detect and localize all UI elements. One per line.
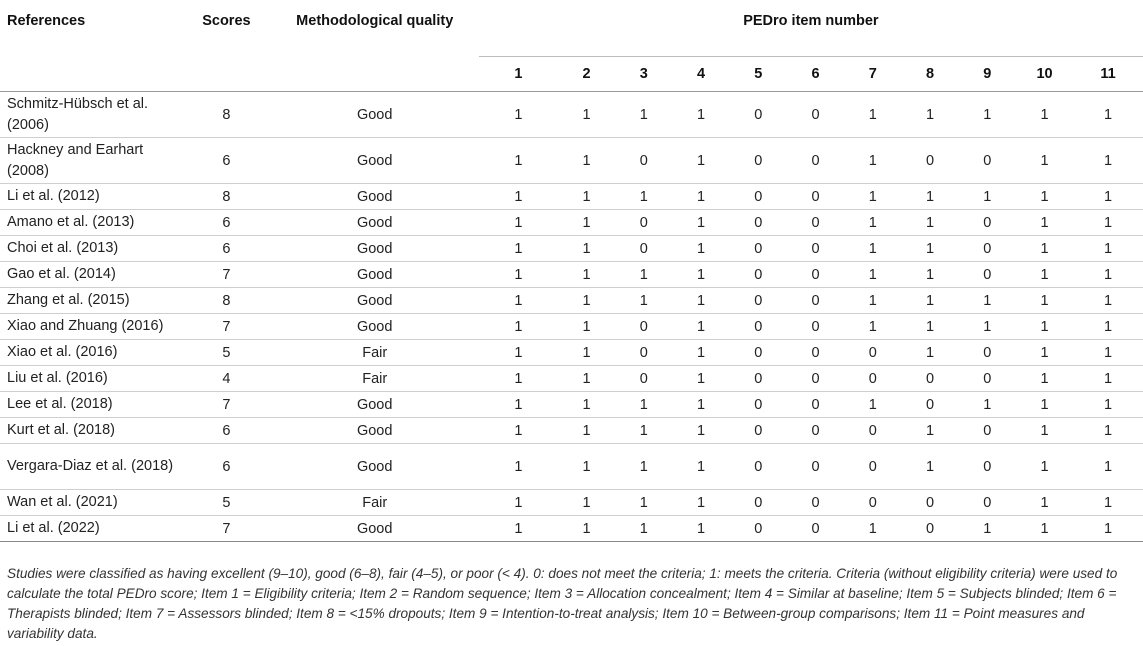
score-cell: 8 xyxy=(222,188,231,205)
header-references: References xyxy=(7,13,86,29)
item-4-cell: 1 xyxy=(697,106,706,123)
item-6-cell: 0 xyxy=(811,318,820,335)
reference-cell: Liu et al. (2016) xyxy=(7,370,108,386)
reference-cell: Lee et al. (2018) xyxy=(7,396,113,412)
reference-cell: Xiao et al. (2016) xyxy=(7,344,118,360)
quality-cell: Good xyxy=(356,318,393,335)
table-row xyxy=(0,184,1143,210)
header-item-1: 1 xyxy=(514,65,523,82)
item-4-cell: 1 xyxy=(697,240,706,257)
item-3-cell: 1 xyxy=(639,458,648,475)
item-2-cell: 1 xyxy=(582,188,591,205)
header-item-3: 3 xyxy=(639,65,648,82)
score-cell: 7 xyxy=(222,318,231,335)
reference-cell: Hackney and Earhart (2008) xyxy=(7,141,144,179)
score-cell: 6 xyxy=(222,458,231,475)
quality-cell: Good xyxy=(356,188,393,205)
quality-cell: Fair xyxy=(362,344,388,361)
item-2-cell: 1 xyxy=(582,520,591,537)
item-9-cell: 1 xyxy=(983,292,992,309)
quality-cell: Good xyxy=(356,266,393,283)
reference-cell: Gao et al. (2014) xyxy=(7,266,116,282)
item-10-cell: 1 xyxy=(1040,458,1049,475)
table-row xyxy=(0,288,1143,314)
table-row xyxy=(0,418,1143,444)
item-8-cell: 1 xyxy=(926,422,935,439)
score-cell: 5 xyxy=(222,494,231,511)
item-3-cell: 1 xyxy=(639,266,648,283)
item-1-cell: 1 xyxy=(514,240,523,257)
item-8-cell: 1 xyxy=(926,214,935,231)
item-1-cell: 1 xyxy=(514,214,523,231)
item-6-cell: 0 xyxy=(811,188,820,205)
item-5-cell: 0 xyxy=(754,370,763,387)
quality-cell: Good xyxy=(356,106,393,123)
item-10-cell: 1 xyxy=(1040,520,1049,537)
item-5-cell: 0 xyxy=(754,458,763,475)
quality-cell: Fair xyxy=(362,370,388,387)
item-3-cell: 1 xyxy=(639,106,648,123)
item-3-cell: 0 xyxy=(639,318,648,335)
header-item-10: 10 xyxy=(1036,65,1053,82)
item-11-cell: 1 xyxy=(1104,422,1113,439)
reference-cell: Zhang et al. (2015) xyxy=(7,292,130,308)
item-6-cell: 0 xyxy=(811,106,820,123)
item-2-cell: 1 xyxy=(582,370,591,387)
header-item-9: 9 xyxy=(983,65,992,82)
item-5-cell: 0 xyxy=(754,520,763,537)
item-3-cell: 1 xyxy=(639,520,648,537)
score-cell: 6 xyxy=(222,240,231,257)
item-8-cell: 1 xyxy=(926,318,935,335)
item-7-cell: 1 xyxy=(868,396,877,413)
item-6-cell: 0 xyxy=(811,422,820,439)
item-5-cell: 0 xyxy=(754,422,763,439)
item-11-cell: 1 xyxy=(1104,106,1113,123)
item-8-cell: 0 xyxy=(926,152,935,169)
header-item-7: 7 xyxy=(868,65,877,82)
item-9-cell: 0 xyxy=(983,458,992,475)
reference-cell: Xiao and Zhuang (2016) xyxy=(7,318,164,334)
item-2-cell: 1 xyxy=(582,106,591,123)
item-6-cell: 0 xyxy=(811,396,820,413)
score-cell: 7 xyxy=(222,396,231,413)
item-1-cell: 1 xyxy=(514,494,523,511)
reference-cell: Choi et al. (2013) xyxy=(7,240,119,256)
item-10-cell: 1 xyxy=(1040,318,1049,335)
item-5-cell: 0 xyxy=(754,188,763,205)
item-8-cell: 0 xyxy=(926,494,935,511)
item-10-cell: 1 xyxy=(1040,214,1049,231)
item-5-cell: 0 xyxy=(754,344,763,361)
item-3-cell: 0 xyxy=(639,344,648,361)
item-1-cell: 1 xyxy=(514,318,523,335)
table-row xyxy=(0,366,1143,392)
item-9-cell: 0 xyxy=(983,152,992,169)
item-7-cell: 0 xyxy=(868,370,877,387)
table-row xyxy=(0,516,1143,542)
item-10-cell: 1 xyxy=(1040,494,1049,511)
item-2-cell: 1 xyxy=(582,422,591,439)
item-11-cell: 1 xyxy=(1104,152,1113,169)
item-8-cell: 1 xyxy=(926,240,935,257)
item-2-cell: 1 xyxy=(582,494,591,511)
item-11-cell: 1 xyxy=(1104,520,1113,537)
item-4-cell: 1 xyxy=(697,292,706,309)
item-11-cell: 1 xyxy=(1104,266,1113,283)
item-6-cell: 0 xyxy=(811,458,820,475)
item-3-cell: 1 xyxy=(639,396,648,413)
item-10-cell: 1 xyxy=(1040,240,1049,257)
item-10-cell: 1 xyxy=(1040,370,1049,387)
item-7-cell: 1 xyxy=(868,152,877,169)
item-11-cell: 1 xyxy=(1104,292,1113,309)
item-11-cell: 1 xyxy=(1104,370,1113,387)
item-2-cell: 1 xyxy=(582,266,591,283)
item-7-cell: 0 xyxy=(868,458,877,475)
item-3-cell: 1 xyxy=(639,188,648,205)
item-6-cell: 0 xyxy=(811,292,820,309)
score-cell: 6 xyxy=(222,152,231,169)
item-10-cell: 1 xyxy=(1040,106,1049,123)
item-4-cell: 1 xyxy=(697,344,706,361)
table-row xyxy=(0,92,1143,138)
item-9-cell: 1 xyxy=(983,318,992,335)
item-4-cell: 1 xyxy=(697,318,706,335)
item-6-cell: 0 xyxy=(811,214,820,231)
quality-cell: Good xyxy=(356,214,393,231)
quality-cell: Good xyxy=(356,292,393,309)
score-cell: 6 xyxy=(222,214,231,231)
score-cell: 8 xyxy=(222,106,231,123)
item-5-cell: 0 xyxy=(754,106,763,123)
header-item-2: 2 xyxy=(582,65,591,82)
item-5-cell: 0 xyxy=(754,152,763,169)
item-8-cell: 0 xyxy=(926,520,935,537)
item-10-cell: 1 xyxy=(1040,344,1049,361)
item-11-cell: 1 xyxy=(1104,344,1113,361)
item-1-cell: 1 xyxy=(514,188,523,205)
item-9-cell: 0 xyxy=(983,494,992,511)
item-10-cell: 1 xyxy=(1040,292,1049,309)
item-1-cell: 1 xyxy=(514,292,523,309)
item-5-cell: 0 xyxy=(754,214,763,231)
item-3-cell: 0 xyxy=(639,370,648,387)
item-11-cell: 1 xyxy=(1104,396,1113,413)
quality-cell: Good xyxy=(356,520,393,537)
item-3-cell: 0 xyxy=(639,214,648,231)
item-10-cell: 1 xyxy=(1040,152,1049,169)
quality-cell: Good xyxy=(356,458,393,475)
item-9-cell: 1 xyxy=(983,520,992,537)
header-item-11: 11 xyxy=(1100,65,1116,82)
item-7-cell: 1 xyxy=(868,106,877,123)
item-3-cell: 1 xyxy=(639,422,648,439)
item-5-cell: 0 xyxy=(754,396,763,413)
quality-cell: Good xyxy=(356,396,393,413)
header-item-5: 5 xyxy=(754,65,763,82)
item-7-cell: 1 xyxy=(868,292,877,309)
item-6-cell: 0 xyxy=(811,152,820,169)
item-9-cell: 0 xyxy=(983,344,992,361)
item-4-cell: 1 xyxy=(697,458,706,475)
item-7-cell: 1 xyxy=(868,266,877,283)
quality-cell: Fair xyxy=(362,494,388,511)
item-11-cell: 1 xyxy=(1104,214,1113,231)
item-7-cell: 1 xyxy=(868,240,877,257)
item-2-cell: 1 xyxy=(582,214,591,231)
item-8-cell: 1 xyxy=(926,106,935,123)
item-2-cell: 1 xyxy=(582,292,591,309)
item-7-cell: 0 xyxy=(868,344,877,361)
item-4-cell: 1 xyxy=(697,214,706,231)
item-7-cell: 1 xyxy=(868,214,877,231)
item-3-cell: 1 xyxy=(639,494,648,511)
table-row xyxy=(0,236,1143,262)
item-11-cell: 1 xyxy=(1104,318,1113,335)
item-6-cell: 0 xyxy=(811,240,820,257)
header-scores: Scores xyxy=(202,13,251,29)
item-2-cell: 1 xyxy=(582,344,591,361)
item-7-cell: 1 xyxy=(868,520,877,537)
item-8-cell: 1 xyxy=(926,292,935,309)
item-2-cell: 1 xyxy=(582,240,591,257)
item-5-cell: 0 xyxy=(754,494,763,511)
item-8-cell: 1 xyxy=(926,458,935,475)
item-2-cell: 1 xyxy=(582,152,591,169)
item-5-cell: 0 xyxy=(754,266,763,283)
item-11-cell: 1 xyxy=(1104,188,1113,205)
item-7-cell: 0 xyxy=(868,494,877,511)
table-row xyxy=(0,444,1143,490)
reference-cell: Wan et al. (2021) xyxy=(7,494,118,510)
table-row xyxy=(0,392,1143,418)
item-5-cell: 0 xyxy=(754,240,763,257)
item-9-cell: 1 xyxy=(983,106,992,123)
score-cell: 5 xyxy=(222,344,231,361)
table-row xyxy=(0,340,1143,366)
item-1-cell: 1 xyxy=(514,458,523,475)
item-6-cell: 0 xyxy=(811,494,820,511)
item-3-cell: 1 xyxy=(639,292,648,309)
header-item-6: 6 xyxy=(811,65,820,82)
item-7-cell: 1 xyxy=(868,318,877,335)
item-3-cell: 0 xyxy=(639,152,648,169)
item-1-cell: 1 xyxy=(514,152,523,169)
item-4-cell: 1 xyxy=(697,370,706,387)
quality-cell: Good xyxy=(356,152,393,169)
item-6-cell: 0 xyxy=(811,520,820,537)
item-2-cell: 1 xyxy=(582,318,591,335)
item-9-cell: 0 xyxy=(983,370,992,387)
score-cell: 7 xyxy=(222,266,231,283)
score-cell: 8 xyxy=(222,292,231,309)
item-4-cell: 1 xyxy=(697,188,706,205)
header-item-8: 8 xyxy=(926,65,935,82)
item-11-cell: 1 xyxy=(1104,494,1113,511)
reference-cell: Schmitz-Hübsch et al. (2006) xyxy=(7,95,149,133)
item-1-cell: 1 xyxy=(514,106,523,123)
item-7-cell: 1 xyxy=(868,188,877,205)
item-9-cell: 1 xyxy=(983,188,992,205)
item-2-cell: 1 xyxy=(582,458,591,475)
item-1-cell: 1 xyxy=(514,344,523,361)
table-row xyxy=(0,138,1143,184)
score-cell: 4 xyxy=(222,370,231,387)
item-9-cell: 0 xyxy=(983,214,992,231)
item-8-cell: 0 xyxy=(926,396,935,413)
item-10-cell: 1 xyxy=(1040,188,1049,205)
item-8-cell: 0 xyxy=(926,370,935,387)
item-7-cell: 0 xyxy=(868,422,877,439)
item-5-cell: 0 xyxy=(754,292,763,309)
score-cell: 7 xyxy=(222,520,231,537)
quality-cell: Good xyxy=(356,422,393,439)
item-6-cell: 0 xyxy=(811,370,820,387)
table-row xyxy=(0,314,1143,340)
item-4-cell: 1 xyxy=(697,266,706,283)
item-3-cell: 0 xyxy=(639,240,648,257)
quality-cell: Good xyxy=(356,240,393,257)
item-10-cell: 1 xyxy=(1040,396,1049,413)
item-1-cell: 1 xyxy=(514,396,523,413)
header-item-4: 4 xyxy=(697,65,706,82)
item-11-cell: 1 xyxy=(1104,240,1113,257)
header-pedro-item-number: PEDro item number xyxy=(479,0,1143,57)
item-1-cell: 1 xyxy=(514,520,523,537)
header-methodological-quality: Methodological quality xyxy=(296,13,454,29)
table-footnote: Studies were classified as having excellent (9–10), good (6–8), fair (4–5), or poor (< 4). 0: does not meet the criteria; 1: meets the criteria. Criteria (without eligibility criteria) were used to calculate the total PEDro score; Item 1 = Eligibility criteria; Item 2 = Random sequence; Item 3 = Allocation concealment; Item 4 = Similar at baseline; Item 5 = Subjects blinded; Item 6 = Therapists blinded; Item 7 = Assessors blinded; Item 8 = <15% dropouts; Item 9 = Intention-to-treat analysis; Item 10 = Between-group comparisons; Item 11 = Point measures and variability data. xyxy=(7,566,1118,641)
item-6-cell: 0 xyxy=(811,266,820,283)
item-4-cell: 1 xyxy=(697,520,706,537)
table-body xyxy=(0,92,1143,542)
reference-cell: Kurt et al. (2018) xyxy=(7,422,115,438)
reference-cell: Vergara-Diaz et al. (2018) xyxy=(7,458,174,474)
item-10-cell: 1 xyxy=(1040,422,1049,439)
item-9-cell: 0 xyxy=(983,422,992,439)
item-2-cell: 1 xyxy=(582,396,591,413)
item-1-cell: 1 xyxy=(514,266,523,283)
item-11-cell: 1 xyxy=(1104,458,1113,475)
item-9-cell: 0 xyxy=(983,240,992,257)
reference-cell: Li et al. (2022) xyxy=(7,520,100,536)
reference-cell: Li et al. (2012) xyxy=(7,188,100,204)
item-8-cell: 1 xyxy=(926,266,935,283)
item-1-cell: 1 xyxy=(514,422,523,439)
score-cell: 6 xyxy=(222,422,231,439)
item-6-cell: 0 xyxy=(811,344,820,361)
item-4-cell: 1 xyxy=(697,152,706,169)
item-9-cell: 0 xyxy=(983,266,992,283)
table-row xyxy=(0,210,1143,236)
reference-cell: Amano et al. (2013) xyxy=(7,214,135,230)
table-row xyxy=(0,490,1143,516)
item-5-cell: 0 xyxy=(754,318,763,335)
item-4-cell: 1 xyxy=(697,494,706,511)
item-8-cell: 1 xyxy=(926,344,935,361)
item-4-cell: 1 xyxy=(697,396,706,413)
item-8-cell: 1 xyxy=(926,188,935,205)
table-row xyxy=(0,262,1143,288)
item-4-cell: 1 xyxy=(697,422,706,439)
item-9-cell: 1 xyxy=(983,396,992,413)
item-1-cell: 1 xyxy=(514,370,523,387)
item-10-cell: 1 xyxy=(1040,266,1049,283)
